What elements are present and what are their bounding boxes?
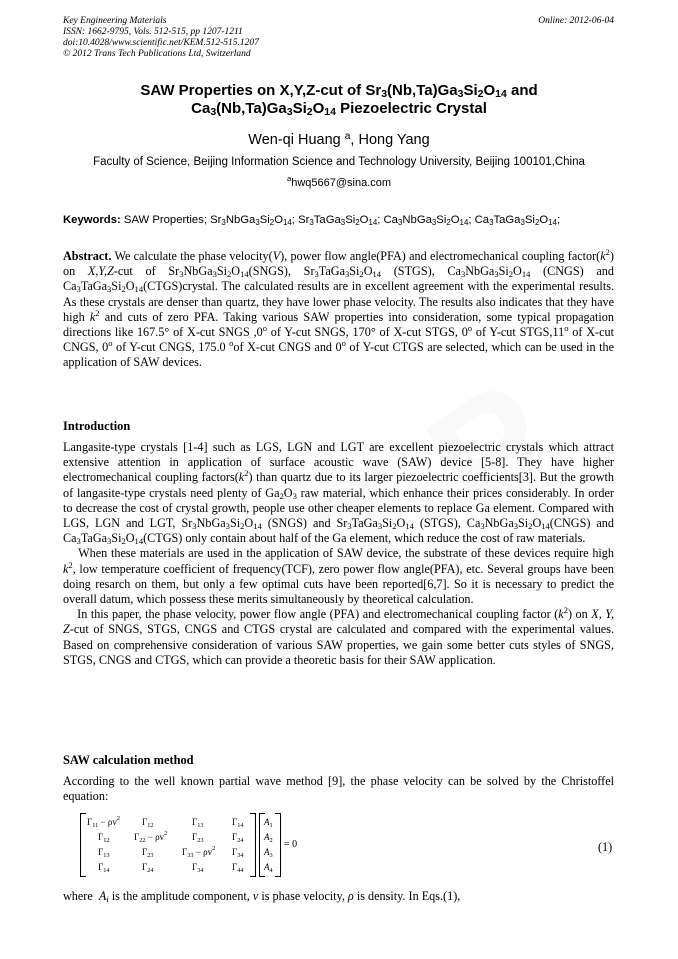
keywords-label: Keywords: — [63, 214, 121, 226]
matrix-cell: $\Gamma_{13}$ — [192, 817, 204, 829]
email-address[interactable]: hwq5667@sina.com — [291, 177, 392, 189]
vector-cell: $A_1$ — [264, 817, 273, 829]
vector-cell: $A_4$ — [264, 862, 273, 874]
vector-right-bracket — [275, 813, 281, 877]
matrix-cell: $\Gamma_{11} - \rho v^2$ — [87, 815, 121, 829]
issn-line: ISSN: 1662-9795, Vols. 512-515, pp 1207-1211 — [63, 27, 243, 37]
author-1: Wen-qi Huang — [248, 132, 341, 148]
matrix-right-bracket — [250, 813, 256, 877]
section-heading-introduction: Introduction — [63, 419, 131, 433]
journal-name: Key Engineering Materials — [63, 16, 167, 26]
keywords: Keywords: SAW Properties; $Sr_3NbGa_3Si_2O_{14}$; $Sr_3TaGa_3Si_2O_{14}$; $Ca_3NbGa_3Si_2O_{14}$; $Ca_3TaGa_3Si_2O_{14}$; — [63, 214, 561, 227]
affiliation: Faculty of Science, Beijing Information Science and Technology University, Beijing 100101,China — [93, 156, 585, 168]
method-text: According to the well known partial wave method [9], the phase velocity can be solved by the Christoffel equation: — [63, 774, 614, 804]
matrix-cell: $\Gamma_{12}$ — [142, 817, 154, 829]
matrix-cell: $\Gamma_{34}$ — [192, 862, 204, 874]
matrix-cell: $\Gamma_{33} - \rho v^2$ — [182, 845, 216, 859]
christoffel-matrix — [80, 813, 300, 875]
vector-cell: $A_3$ — [264, 847, 273, 859]
doi-line: doi:10.4028/www.scientific.net/KEM.512-515.1207 — [63, 38, 259, 48]
matrix-cell: $\Gamma_{24}$ — [232, 832, 244, 844]
section-heading-method: SAW calculation method — [63, 753, 194, 767]
author-line: Wen-qi Huang $^a$, Hong Yang — [248, 131, 430, 148]
matrix-cell: $\Gamma_{44}$ — [232, 862, 244, 874]
matrix-cell: $\Gamma_{24}$ — [142, 862, 154, 874]
email-mark: a — [286, 174, 292, 183]
copyright-line: © 2012 Trans Tech Publications Ltd, Switzerland — [63, 49, 251, 59]
matrix-cell: $\Gamma_{14}$ — [98, 862, 110, 874]
equation-rhs: = 0 — [284, 839, 298, 850]
matrix-cell: $\Gamma_{13}$ — [98, 847, 110, 859]
online-date: Online: 2012-06-04 — [538, 16, 614, 26]
equation-explanation: where $A_i$ is the amplitude component, v is phase velocity, ρ is density. In Eqs.(1), — [63, 889, 461, 904]
author-mark: a — [344, 131, 351, 142]
email-line — [0, 174, 678, 189]
matrix-cell: $\Gamma_{23}$ — [142, 847, 154, 859]
abstract: Abstract. We calculate the phase velocity(V), power flow angle(PFA) and electromechanical coupling $factor(k^2)$ on X,Y,Z-cut of $Sr_3NbGa_3Si_2O_{14}(SNGS)$, $Sr_3TaGa_3Si_2O_{14}$ (STGS), $Ca_3NbGa_3Si_2O_{14}$ (CNGS) and $Ca_3TaGa_3Si_2O_{14}(CTGS)crystal$. The calculated results are in excellent agreement with the experimental results. As these crystals are denser than quartz, they have lower phase velocity. The results also indicates that they have high $k^2$ and cuts of zero PFA. Taking various SAW properties into consideration, some typical propagation directions like 167.5° of X-cut SNGS ,0$^o$ of Y-cut SNGS, 170° of X-cut STGS, 0$^o$ of Y-cut STGS,11$^o$ of X-cut CNGS, 0$^o$ of Y-cut CNGS, 175.0 $^o$of X-cut CNGS and 0$^o$ of Y-cut CTGS are selected, which can be used in the application of SAW devices. — [63, 247, 614, 370]
author-2: Hong Yang — [358, 132, 430, 148]
vector-cell: $A_2$ — [264, 832, 273, 844]
matrix-cell: $\Gamma_{34}$ — [232, 847, 244, 859]
introduction-text: Langasite-type crystals [1-4] such as LGS, LGN and LGT are excellent piezoelectric crystals which attract extensive attention in application of surface acoustic wave (SAW) device [5-8]. They have higher electromechanical coupling $factors(k^2)$ than quartz due to its larger piezoelectric coefficients[3]. But the growth of langasite-type crystals need plenty of $Ga_2O_3$ raw material, which enhance their prices considerably. In order to decrease the cost of crystal growth, people use other cheaper elements to replace Ga element. Compared with LGS, LGN and LGT, $Sr_3NbGa_3Si_2O_{14}$ (SNGS) and $Sr_3TaGa_3Si_2O_{14}$ (STGS), $Ca_3NbGa_3Si_2O_{14}(CNGS)$ and $Ca_3TaGa_3Si_2O_{14}(CTGS)$ only contain about half of the Ga element, which reduce the cost of raw materials. When these materials are used in the application of SAW device, the substrate of these devices require high $k^2$, low temperature coefficient of frequency(TCF), zero power flow angle(PFA), etc. Several groups have been doing resarch on them, but only a few optimal cuts have been reported[6,7]. So it is necessary to predict the overall datum, which possess these merits simultaneously by theoretical calculation. In this paper, the phase velocity, power flow angle (PFA) and electromechanical coupling factor $(k^2)$ on X, Y, Z-cut of SNGS, STGS, CNGS and CTGS crystal are calculated and compared with the experimental values. Based on comprehensive consideration of various SAW properties, we gain some better cuts styles of SNGS, STGS, CNGS and CTGS, which can provide a theoretic basis for their SAW application. — [63, 440, 615, 667]
equation-number: (1) — [598, 840, 613, 854]
matrix-cell: $\Gamma_{23}$ — [192, 832, 204, 844]
paper-title: SAW Properties on X,Y,Z-cut of $Sr_3(Nb,Ta)Ga_3Si_2O_{14}$ and $Ca_3(Nb,Ta)Ga_3Si_2O_{14}$ Piezoelectric Crystal — [140, 82, 538, 118]
matrix-cell: $\Gamma_{14}$ — [232, 817, 244, 829]
matrix-cell: $\Gamma_{22} - \rho v^2$ — [134, 830, 168, 844]
matrix-left-bracket — [80, 813, 86, 877]
matrix-cell: $\Gamma_{12}$ — [98, 832, 110, 844]
abstract-label: Abstract. — [63, 249, 112, 263]
